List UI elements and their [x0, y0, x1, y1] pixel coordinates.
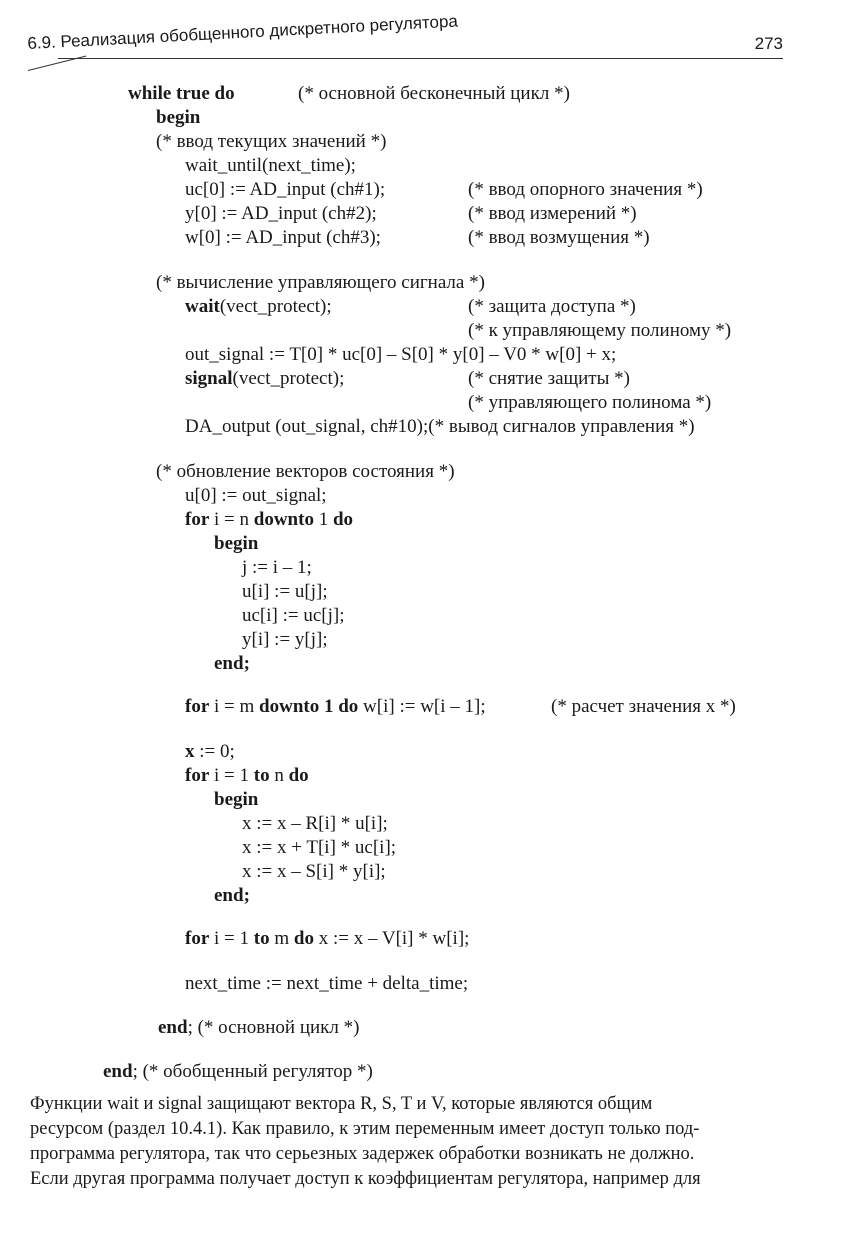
paragraph-line: ресурсом (раздел 10.4.1). Как правило, к этим переменным имеет доступ только под- [30, 1119, 700, 1139]
code-line: u[0] := out_signal; [185, 485, 327, 506]
code-line: x := x – S[i] * y[i]; [242, 861, 386, 882]
header-rule [58, 58, 783, 59]
code-line: begin [214, 533, 259, 554]
code-comment: (* вычисление управляющего сигнала *) [156, 272, 485, 293]
code-line: end; [214, 653, 250, 674]
paragraph-line: Функции wait и signal защищают вектора R, S, T и V, которые являются общим [30, 1094, 653, 1114]
code-comment: (* управляющего полинома *) [468, 392, 712, 413]
code-comment: (* расчет значения x *) [551, 696, 736, 717]
code-line: for i = m downto 1 do w[i] := w[i – 1]; [185, 696, 486, 717]
page-number: 273 [754, 34, 783, 53]
code-line: x := x – R[i] * u[i]; [242, 813, 388, 834]
code-comment: (* ввод возмущения *) [468, 227, 650, 248]
code-line: j := i – 1; [242, 557, 312, 578]
code-line: end; [214, 885, 250, 906]
paragraph-line: программа регулятора, так что серьезных задержек обработки возникать не должно. [30, 1144, 695, 1164]
code-line: while true do [128, 83, 235, 104]
code-line: for i = n downto 1 do [185, 509, 354, 530]
code-line: DA_output (out_signal, ch#10);(* вывод сигналов управления *) [185, 416, 695, 437]
section-title: 6.9. Реализация обобщенного дискретного регулятора [26, 11, 459, 54]
code-line: uc[i] := uc[j]; [242, 605, 345, 626]
code-comment: (* ввод измерений *) [468, 203, 637, 224]
code-comment: (* основной бесконечный цикл *) [298, 83, 570, 104]
code-line: begin [214, 789, 259, 810]
code-line: end; (* основной цикл *) [158, 1017, 360, 1038]
code-line: u[i] := u[j]; [242, 581, 328, 602]
code-line: end; (* обобщенный регулятор *) [103, 1061, 373, 1082]
body-paragraph [30, 1092, 780, 1192]
code-line: begin [156, 107, 201, 128]
code-line: for i = 1 to n do [185, 765, 309, 786]
code-comment: (* защита доступа *) [468, 296, 636, 317]
code-line: y[0] := AD_input (ch#2); [185, 203, 377, 224]
code-line: uc[0] := AD_input (ch#1); [185, 179, 386, 200]
page-header [26, 11, 783, 70]
paragraph-line: Если другая программа получает доступ к коэффициентам регулятора, например для [30, 1169, 701, 1189]
code-line: w[0] := AD_input (ch#3); [185, 227, 381, 248]
code-line: wait_until(next_time); [185, 155, 356, 176]
code-line: next_time := next_time + delta_time; [185, 973, 469, 994]
code-line: y[i] := y[j]; [242, 629, 328, 650]
code-line: signal(vect_protect); [185, 368, 345, 389]
code-line: out_signal := T[0] * uc[0] – S[0] * y[0] – V0 * w[0] + x; [185, 344, 617, 365]
code-line: x := 0; [185, 741, 235, 762]
code-line: for i = 1 to m do x := x – V[i] * w[i]; [185, 928, 470, 949]
code-comment: (* обновление векторов состояния *) [156, 461, 455, 482]
code-comment: (* снятие защиты *) [468, 368, 630, 389]
code-comment: (* ввод текущих значений *) [156, 131, 387, 152]
code-line: x := x + T[i] * uc[i]; [242, 837, 397, 858]
code-line: wait(vect_protect); [185, 296, 332, 317]
code-comment: (* к управляющему полиному *) [468, 320, 732, 341]
code-comment: (* ввод опорного значения *) [468, 179, 703, 200]
